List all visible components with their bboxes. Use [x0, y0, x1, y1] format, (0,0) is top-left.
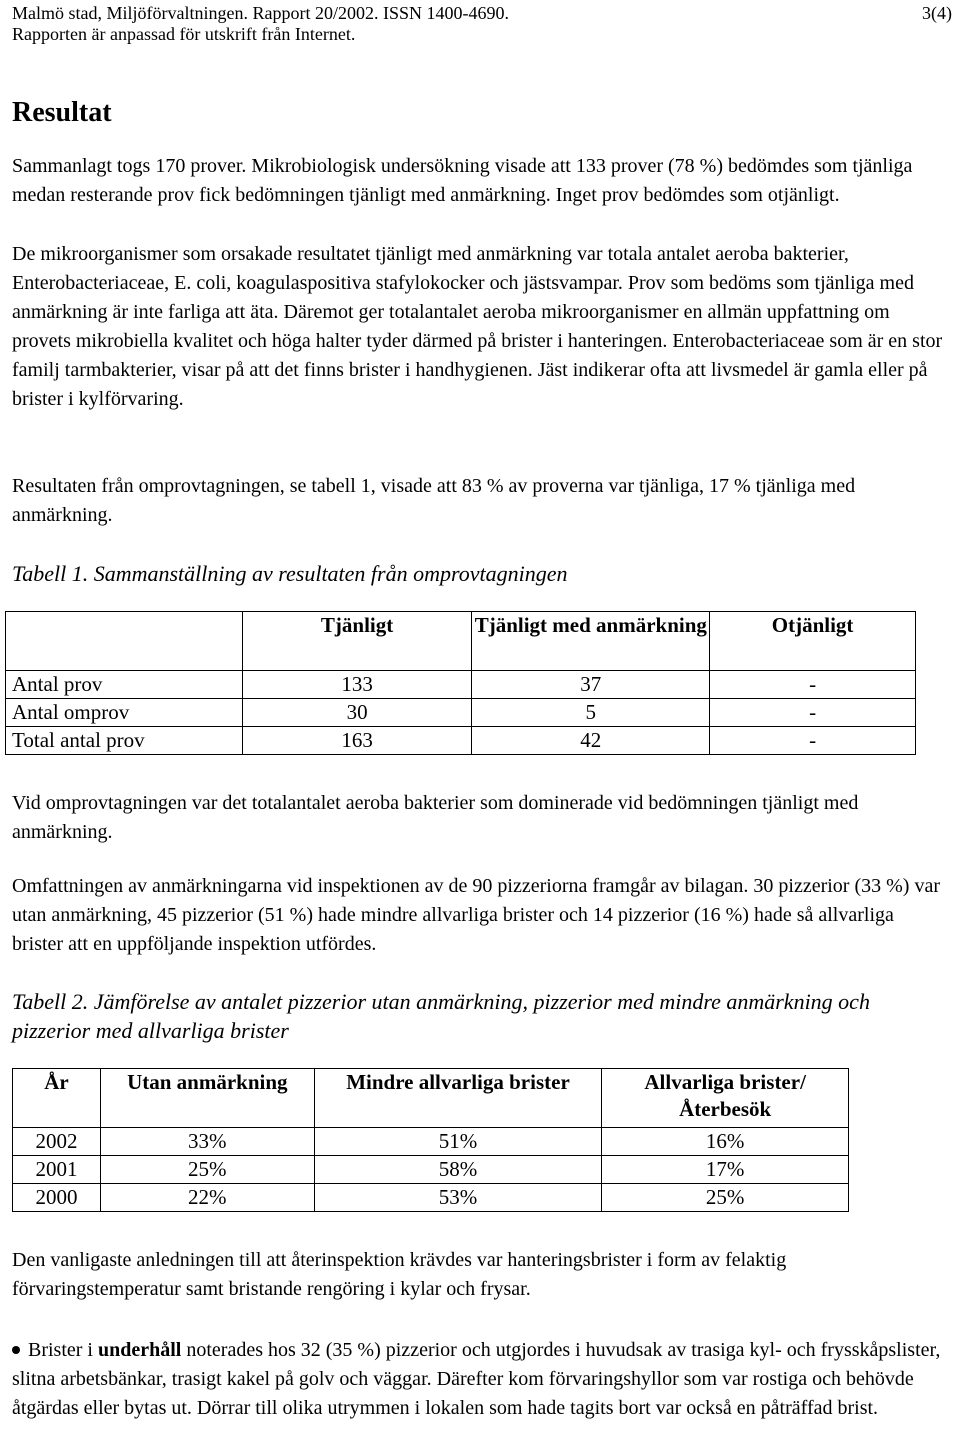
table-cell: - — [710, 671, 916, 699]
table-row — [6, 699, 916, 727]
paragraph-4: Vid omprovtagningen var det totalantalet aeroba bakterier som dominerade vid bedömningen tjänligt med anmärkning. — [12, 792, 859, 843]
table-cell: 5 — [472, 699, 710, 727]
table-cell: 58% — [314, 1156, 602, 1184]
bullet-text-pre: Brister i — [28, 1339, 98, 1361]
table-row — [13, 1184, 849, 1212]
table-2-caption: Tabell 2. Jämförelse av antalet pizzerior utan anmärkning, pizzerior med mindre anmärkning och pizzerior med allvarliga brister — [12, 989, 870, 1043]
table-cell: 17% — [602, 1156, 849, 1184]
table-cell: 53% — [314, 1184, 602, 1212]
page-number: 3(4) — [922, 3, 952, 23]
table-2-header-row — [13, 1069, 849, 1128]
header-line-1: Malmö stad, Miljöförvaltningen. Rapport 20/2002. ISSN 1400-4690. — [12, 3, 509, 23]
paragraph-1: Sammanlagt togs 170 prover. Mikrobiologisk undersökning visade att 133 prover (78 %) bedömdes som tjänliga medan resterande prov fick bedömningen tjänligt med anmärkning. Inget prov bedömdes som otjänligt. — [12, 155, 913, 206]
table-1-header-cell: Tjänligt — [242, 612, 472, 671]
table-row — [13, 1128, 849, 1156]
table-cell: 2002 — [13, 1128, 101, 1156]
table-1-header-row — [6, 612, 916, 671]
table-2-header-cell: År — [13, 1069, 101, 1128]
table-cell: 51% — [314, 1128, 602, 1156]
bullet-text-bold: underhåll — [98, 1339, 182, 1361]
table-cell: 25% — [100, 1156, 314, 1184]
header-line-2: Rapporten är anpassad för utskrift från Internet. — [12, 24, 356, 44]
table-cell: 42 — [472, 727, 710, 755]
bullet-item — [12, 1336, 948, 1423]
table-cell: 22% — [100, 1184, 314, 1212]
table-1-header-cell — [6, 612, 243, 671]
paragraph-6: Den vanligaste anledningen till att återinspektion krävdes var hanteringsbrister i form av felaktig förvaringstemperatur samt bristande rengöring i kylar och frysar. — [12, 1249, 787, 1300]
table-2-header-cell: Mindre allvarliga brister — [314, 1069, 602, 1128]
table-row — [6, 671, 916, 699]
table-cell: - — [710, 727, 916, 755]
bullet-icon — [12, 1346, 20, 1354]
table-1-row-label: Total antal prov — [6, 727, 243, 755]
table-1-row-label: Antal omprov — [6, 699, 243, 727]
table-1-caption: Tabell 1. Sammanställning av resultaten från omprovtagningen — [12, 561, 568, 586]
table-cell: 2000 — [13, 1184, 101, 1212]
table-2-header-cell: Allvarliga brister/Återbesök — [602, 1069, 849, 1128]
paragraph-2: De mikroorganismer som orsakade resultatet tjänligt med anmärkning var totala antalet aeroba bakterier, Enterobacteriaceae, E. coli, koagulaspositiva stafylokocker och jästsvampar. Prov som bedöms som tjänliga med anmärkning är inte farliga att äta. Däremot ger totalantalet aeroba mikroorganismer en allmän uppfattning om provets mikrobiella kvalitet och höga halter tyder därmed på brister i hanteringen. Enterobacteriaceae som är en stor familj tarmbakterier, visar på att det finns brister i handhygienen. Jäst indikerar ofta att livsmedel är gamla eller på brister i kylförvaring. — [12, 243, 943, 410]
table-2-header-cell: Utan anmärkning — [100, 1069, 314, 1128]
table-cell: 25% — [602, 1184, 849, 1212]
bullet-text-post: noterades hos 32 (35 %) pizzerior och utgjordes i huvudsak av trasiga kyl- och frysskåpslister, slitna arbetsbänkar, trasigt kakel på golv och väggar. Därefter kom förvaringshyllor som var rostiga och behövde åtgärdas eller bytas ut. Dörrar till olika utrymmen i lokalen som hade tagits bort var också en påträffad brist. — [12, 1339, 941, 1419]
table-cell: 2001 — [13, 1156, 101, 1184]
table-cell: 37 — [472, 671, 710, 699]
table-2 — [12, 1068, 849, 1212]
section-title: Resultat — [12, 97, 112, 128]
paragraph-3: Resultaten från omprovtagningen, se tabell 1, visade att 83 % av proverna var tjänliga, 17 % tjänliga med anmärkning. — [12, 475, 856, 526]
table-cell: - — [710, 699, 916, 727]
table-row — [6, 727, 916, 755]
table-cell: 163 — [242, 727, 472, 755]
table-1-header-cell: Otjänligt — [710, 612, 916, 671]
table-cell: 133 — [242, 671, 472, 699]
table-1-row-label: Antal prov — [6, 671, 243, 699]
table-1 — [5, 611, 916, 755]
table-cell: 16% — [602, 1128, 849, 1156]
table-row — [13, 1156, 849, 1184]
table-cell: 30 — [242, 699, 472, 727]
paragraph-5: Omfattningen av anmärkningarna vid inspektionen av de 90 pizzeriorna framgår av bilagan. 30 pizzerior (33 %) var utan anmärkning, 45 pizzerior (51 %) hade mindre allvarliga brister och 14 pizzerior (16 %) hade så allvarliga brister att en uppföljande inspektion utfördes. — [12, 875, 940, 955]
table-1-header-cell: Tjänligt med anmärkning — [472, 612, 710, 671]
table-cell: 33% — [100, 1128, 314, 1156]
